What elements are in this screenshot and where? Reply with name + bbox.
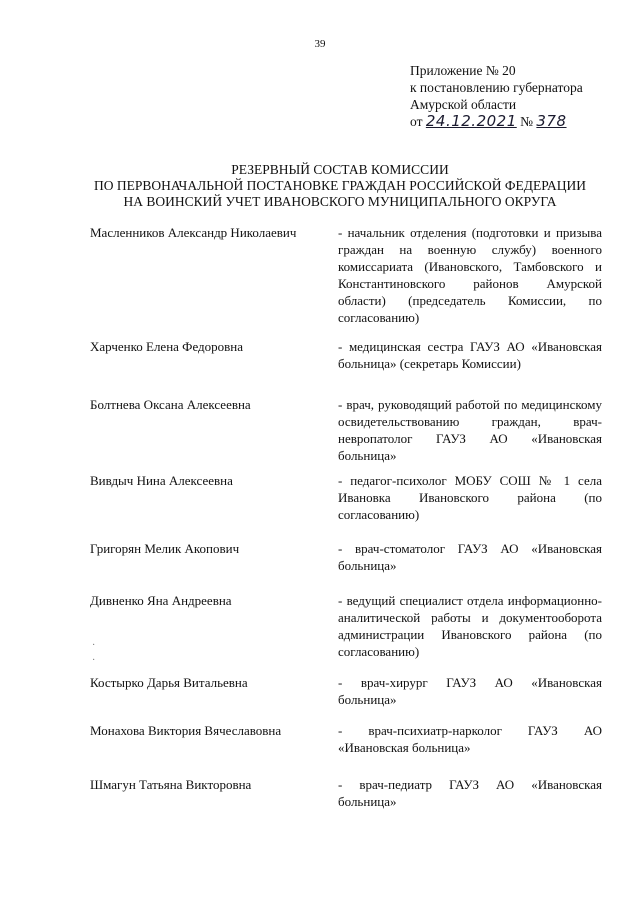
title-line-2: ПО ПЕРВОНАЧАЛЬНОЙ ПОСТАНОВКЕ ГРАЖДАН РОССИЙСКОЙ ФЕДЕРАЦИИ — [93, 178, 587, 193]
member-role: - врач-психиатр-нарколог ГАУЗ АО «Ивановская больница» — [338, 723, 602, 755]
scan-speck: · — [92, 640, 96, 651]
number-prefix: № — [520, 114, 534, 129]
scan-speck: · — [92, 655, 96, 666]
member-row — [90, 472, 602, 523]
member-role: - начальник отделения (подготовки и призыва граждан на военную службу) военного комиссариата (Ивановского, Тамбовского и Константиновского районов Амурской области) (председатель Комиссии, по согласованию) — [338, 225, 602, 325]
member-name: Шмагун Татьяна Викторовна — [90, 777, 252, 792]
member-row — [90, 674, 602, 708]
page-number: 39 — [314, 38, 326, 50]
member-role: - врач-стоматолог ГАУЗ АО «Ивановская больница» — [338, 541, 602, 573]
member-name: Монахова Виктория Вячеславовна — [90, 723, 282, 738]
appendix-header — [410, 62, 625, 130]
appendix-line-1: Приложение № 20 — [410, 63, 516, 78]
member-role: - врач-хирург ГАУЗ АО «Ивановская больница» — [338, 675, 602, 707]
member-role: - медицинская сестра ГАУЗ АО «Ивановская больница» (секретарь Комиссии) — [338, 339, 602, 371]
member-row — [90, 224, 602, 326]
member-name: Масленников Александр Николаевич — [90, 225, 297, 240]
member-row — [90, 338, 602, 372]
member-name: Костырко Дарья Витальевна — [90, 675, 248, 690]
member-role: - педагог-психолог МОБУ СОШ № 1 села Ивановка Ивановского района (по согласованию) — [338, 473, 602, 522]
member-name: Вивдыч Нина Алексеевна — [90, 473, 233, 488]
member-row — [90, 776, 602, 810]
handwritten-date: 24.12.2021 — [425, 112, 517, 130]
member-row — [90, 396, 602, 464]
date-prefix: от — [410, 114, 423, 129]
title-line-1: РЕЗЕРВНЫЙ СОСТАВ КОМИССИИ — [231, 162, 449, 177]
member-row — [90, 592, 602, 660]
member-row — [90, 540, 602, 574]
appendix-date-line — [410, 113, 625, 130]
appendix-line-2: к постановлению губернатора — [410, 80, 583, 95]
member-name: Харченко Елена Федоровна — [90, 339, 244, 354]
appendix-line-3: Амурской области — [410, 97, 517, 112]
member-role: - ведущий специалист отдела информационно-аналитической работы и документооборота администрации Ивановского района (по согласованию) — [338, 593, 602, 659]
document-title — [40, 162, 640, 210]
member-name: Григорян Мелик Акопович — [90, 541, 240, 556]
title-line-3: НА ВОИНСКИЙ УЧЕТ ИВАНОВСКОГО МУНИЦИПАЛЬНОГО ОКРУГА — [123, 194, 557, 209]
member-role: - врач, руководящий работой по медицинскому освидетельствованию граждан, врач-невропатолог ГАУЗ АО «Ивановская больница» — [338, 397, 602, 463]
member-name: Дивненко Яна Андреевна — [90, 593, 232, 608]
member-row — [90, 722, 602, 756]
handwritten-number: 378 — [536, 112, 567, 130]
member-name: Болтнева Оксана Алексеевна — [90, 397, 251, 412]
member-role: - врач-педиатр ГАУЗ АО «Ивановская больница» — [338, 777, 602, 809]
